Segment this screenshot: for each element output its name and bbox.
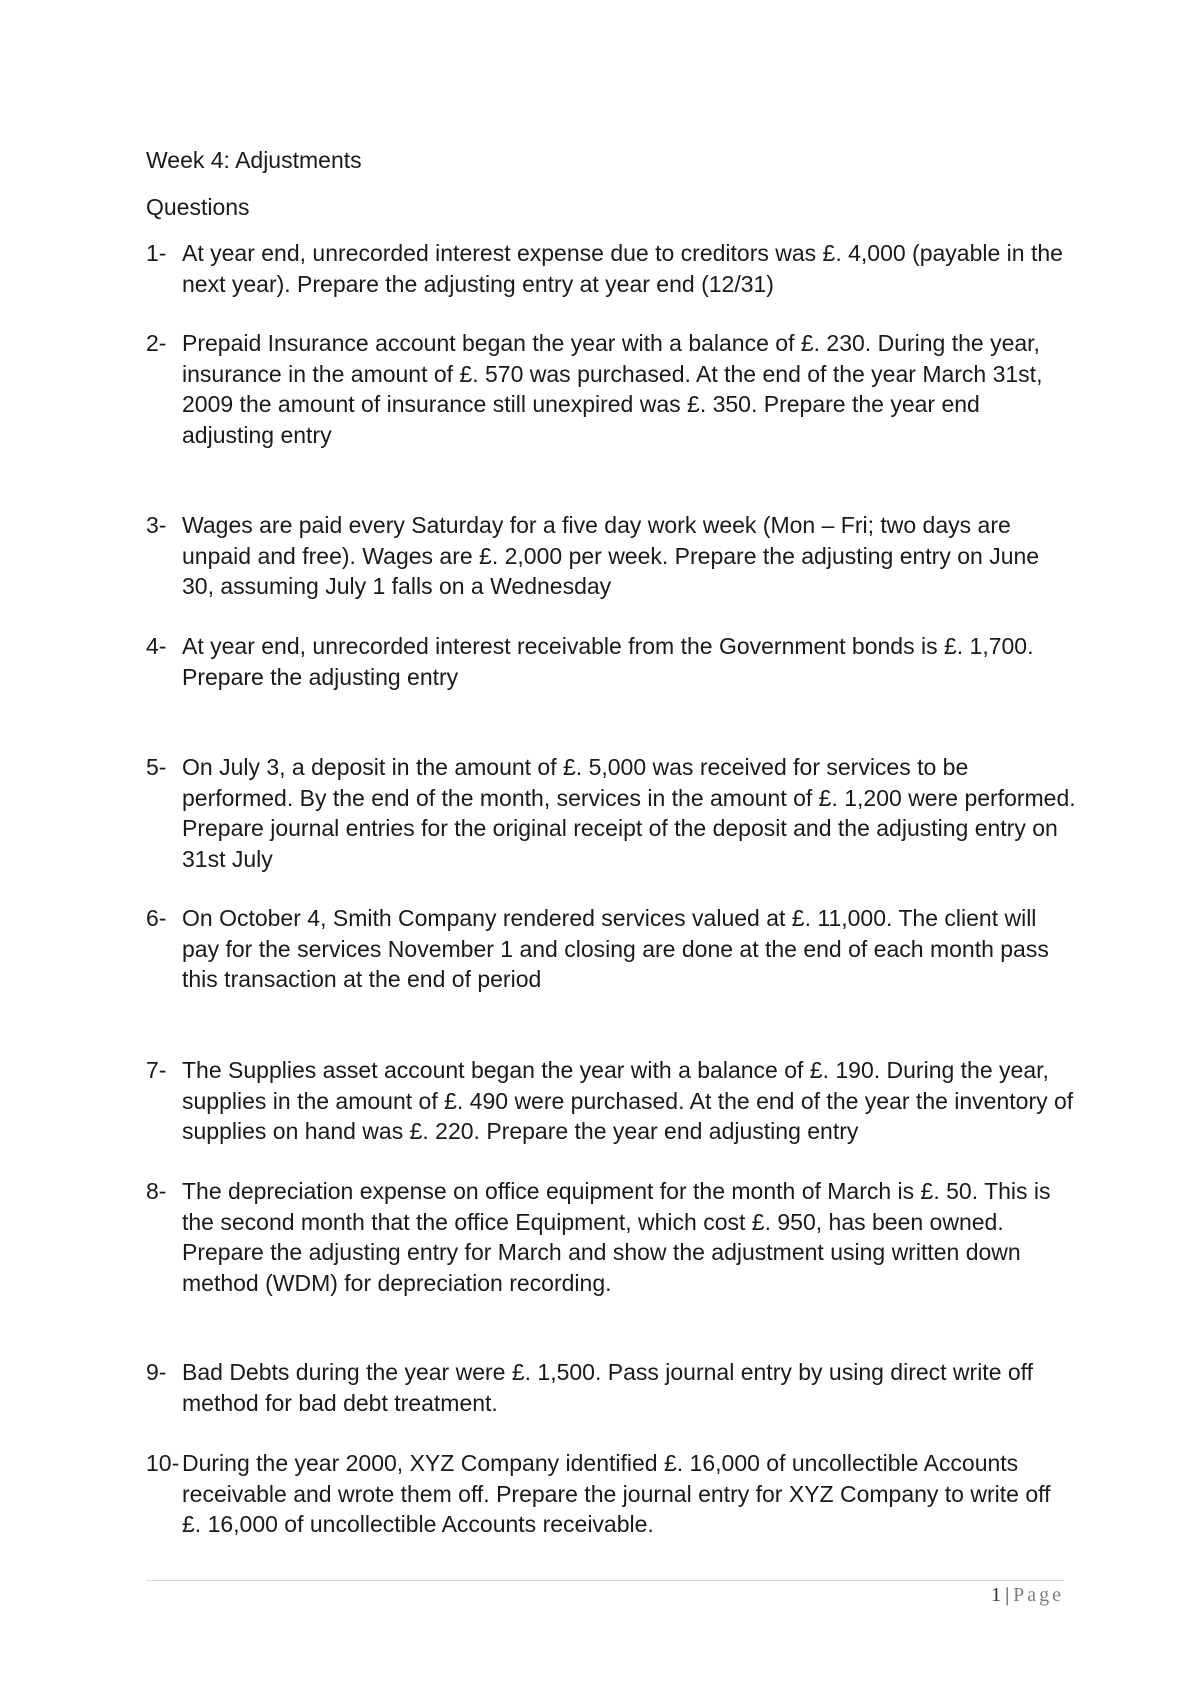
question-item [146, 903, 1076, 995]
question-number: 2- [146, 330, 167, 356]
question-text: Bad Debts during the year were £. 1,500. Pass journal entry by using direct write off method for bad debt treatment. [182, 1359, 1034, 1416]
page-number: 1 [991, 1584, 1002, 1606]
footer-separator: | [1005, 1584, 1010, 1606]
question-text: During the year 2000, XYZ Company identified £. 16,000 of uncollectible Accounts receivable and wrote them off. Prepare the journal entry for XYZ Company to write off £. 16,000 of uncollectible Accounts receivable. [182, 1450, 1051, 1537]
question-item [146, 1176, 1076, 1298]
page-label: Page [1013, 1584, 1064, 1606]
question-number: 3- [146, 512, 167, 538]
question-text: At year end, unrecorded interest expense due to creditors was £. 4,000 (payable in the next year). Prepare the adjusting entry at year end (12/31) [182, 240, 1063, 297]
question-number: 4- [146, 633, 167, 659]
question-item [146, 631, 1076, 692]
question-text: The Supplies asset account began the year with a balance of £. 190. During the year, supplies in the amount of £. 490 were purchased. At the end of the year the inventory of supplies on hand was £. 220. Prepare the year end adjusting entry [182, 1057, 1074, 1144]
question-number: 1- [146, 240, 167, 266]
question-number: 7- [146, 1057, 167, 1083]
questions-heading: Questions [146, 194, 250, 220]
question-text: At year end, unrecorded interest receivable from the Government bonds is £. 1,700. Prepare the adjusting entry [182, 633, 1034, 690]
question-number: 5- [146, 754, 167, 780]
question-text: On July 3, a deposit in the amount of £. 5,000 was received for services to be performed. By the end of the month, services in the amount of £. 1,200 were performed. Prepare journal entries for the original receipt of the deposit and the adjusting entry on 31st July [182, 754, 1076, 872]
question-item [146, 752, 1076, 874]
question-item [146, 328, 1076, 450]
question-number: 10- [146, 1450, 180, 1476]
question-text: On October 4, Smith Company rendered services valued at £. 11,000. The client will pay for the services November 1 and closing are done at the end of each month pass this transaction at the end of period [182, 905, 1049, 992]
question-number: 9- [146, 1359, 167, 1385]
page-footer [991, 1584, 1064, 1607]
question-number: 8- [146, 1178, 167, 1204]
question-item [146, 1055, 1076, 1147]
footer-divider [146, 1580, 1064, 1581]
question-text: The depreciation expense on office equipment for the month of March is £. 50. This is the second month that the office Equipment, which cost £. 950, has been owned. Prepare the adjusting entry for March and show the adjustment using written down method (WDM) for depreciation recording. [182, 1178, 1051, 1296]
question-item [146, 510, 1076, 602]
question-item [146, 238, 1076, 299]
document-title: Week 4: Adjustments [146, 147, 362, 173]
question-text: Prepaid Insurance account began the year with a balance of £. 230. During the year, insurance in the amount of £. 570 was purchased. At the end of the year March 31st, 2009 the amount of insurance still unexpired was £. 350. Prepare the year end adjusting entry [182, 330, 1043, 448]
question-item [146, 1357, 1076, 1418]
question-number: 6- [146, 905, 167, 931]
question-text: Wages are paid every Saturday for a five day work week (Mon – Fri; two days are unpaid and free). Wages are £. 2,000 per week. Prepare the adjusting entry on June 30, assuming July 1 falls on a Wednesday [182, 512, 1040, 599]
question-item [146, 1448, 1076, 1540]
